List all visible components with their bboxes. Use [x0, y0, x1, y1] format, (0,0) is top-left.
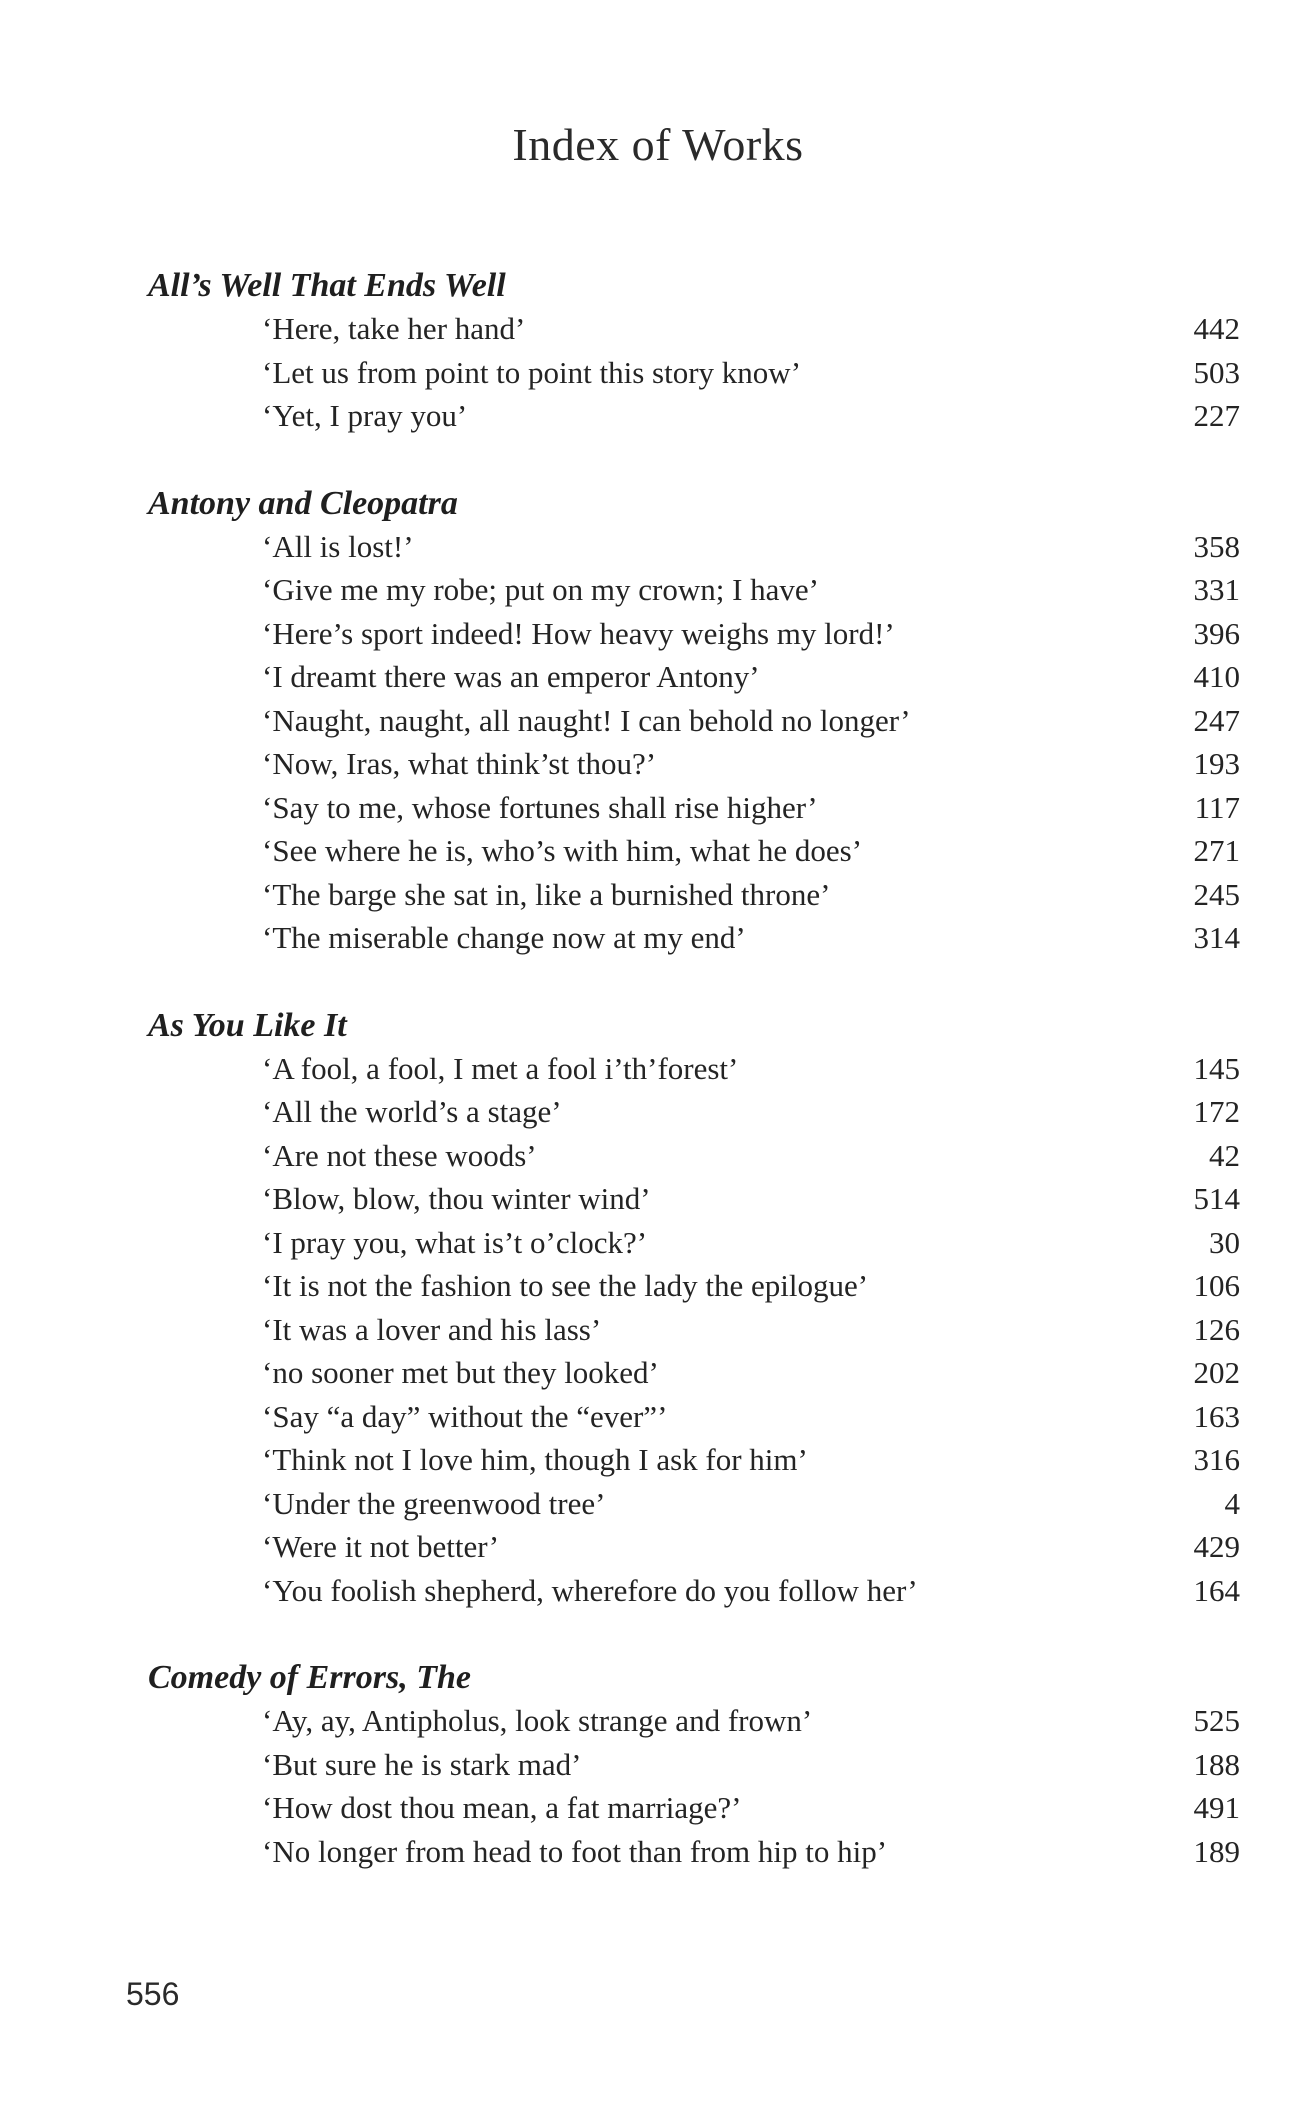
- index-entry: [148, 1090, 1240, 1134]
- entry-page-ref: 410: [1193, 659, 1240, 694]
- entry-quote: ‘But sure he is stark mad’: [262, 1746, 582, 1782]
- entry-page-ref: 514: [1193, 1181, 1240, 1216]
- index-entry: [148, 742, 1240, 786]
- entry-quote: ‘Here’s sport indeed! How heavy weighs my lord!’: [262, 615, 895, 651]
- entry-quote: ‘Were it not better’: [262, 1529, 500, 1564]
- index-entry: [148, 1525, 1240, 1569]
- entry-quote: ‘Blow, blow, thou winter wind’: [262, 1181, 651, 1216]
- entry-quote: ‘Give me my robe; put on my crown; I have’: [262, 572, 819, 607]
- index-entry: [148, 873, 1240, 917]
- entry-page-ref: 188: [1193, 1746, 1240, 1782]
- entry-quote: ‘Let us from point to point this story know’: [262, 354, 802, 390]
- entry-page-ref: 4: [1224, 1485, 1240, 1521]
- entry-quote: ‘See where he is, who’s with him, what he does’: [262, 833, 863, 868]
- entry-page-ref: 172: [1193, 1094, 1240, 1129]
- entry-quote: ‘The barge she sat in, like a burnished throne’: [262, 876, 831, 912]
- index-entry: [148, 1569, 1240, 1613]
- entry-page-ref: 314: [1193, 920, 1240, 955]
- entry-page-ref: 30: [1209, 1224, 1240, 1260]
- index-entry: [148, 916, 1240, 960]
- entry-page-ref: 189: [1193, 1833, 1240, 1869]
- entry-quote: ‘Say “a day” without the “ever”’: [262, 1398, 668, 1434]
- entry-quote: ‘You foolish shepherd, wherefore do you follow her’: [262, 1572, 918, 1608]
- index-section: [148, 264, 1240, 438]
- page-title: Index of Works: [512, 119, 804, 170]
- entry-quote: ‘All is lost!’: [262, 528, 414, 564]
- index-entry: [148, 655, 1240, 699]
- entry-quote: ‘I pray you, what is’t o’clock?’: [262, 1224, 648, 1260]
- index-entry: [148, 699, 1240, 743]
- entry-quote: ‘A fool, a fool, I met a fool i’th’forest’: [262, 1050, 739, 1086]
- index-entry: [148, 1743, 1240, 1787]
- entry-quote: ‘The miserable change now at my end’: [262, 920, 746, 955]
- entry-page-ref: 358: [1193, 528, 1240, 564]
- index-entry: [148, 351, 1240, 395]
- entry-quote: ‘Under the greenwood tree’: [262, 1485, 606, 1521]
- index-entry: [148, 394, 1240, 438]
- entry-page-ref: 126: [1193, 1311, 1240, 1347]
- index-entry: [148, 1395, 1240, 1439]
- entry-page-ref: 491: [1193, 1790, 1240, 1825]
- index-entry: [148, 568, 1240, 612]
- entry-quote: ‘Naught, naught, all naught! I can behold no longer’: [262, 702, 911, 738]
- index-entry: [148, 1134, 1240, 1178]
- index-entry: [148, 307, 1240, 351]
- entry-quote: ‘Yet, I pray you’: [262, 398, 468, 433]
- entry-page-ref: 271: [1193, 833, 1240, 868]
- entry-quote: ‘It was a lover and his lass’: [262, 1311, 602, 1347]
- entry-page-ref: 106: [1193, 1268, 1240, 1303]
- index-entry: [148, 1308, 1240, 1352]
- entry-page-ref: 442: [1193, 311, 1240, 346]
- index-entry: [148, 1047, 1240, 1091]
- index-entry: [148, 1177, 1240, 1221]
- index-entry: [148, 1786, 1240, 1830]
- entry-quote: ‘How dost thou mean, a fat marriage?’: [262, 1790, 742, 1825]
- entry-page-ref: 525: [1193, 1703, 1240, 1738]
- entry-page-ref: 316: [1193, 1442, 1240, 1477]
- index-entry: [148, 1482, 1240, 1526]
- entry-page-ref: 245: [1193, 876, 1240, 912]
- entry-page-ref: 247: [1193, 702, 1240, 738]
- entry-page-ref: 503: [1193, 354, 1240, 390]
- work-title: As You Like It: [148, 1006, 347, 1044]
- entry-page-ref: 117: [1194, 789, 1240, 825]
- index-entry: [148, 1264, 1240, 1308]
- index-entry: [148, 1351, 1240, 1395]
- index-entry: [148, 612, 1240, 656]
- entry-quote: ‘All the world’s a stage’: [262, 1094, 562, 1129]
- entry-page-ref: 163: [1193, 1398, 1240, 1434]
- entry-page-ref: 42: [1209, 1137, 1240, 1173]
- index-section: [148, 482, 1240, 960]
- work-title: Antony and Cleopatra: [148, 484, 458, 522]
- index-entry: [148, 1699, 1240, 1743]
- index-entry: [148, 829, 1240, 873]
- entry-page-ref: 396: [1193, 615, 1240, 651]
- entry-quote: ‘I dreamt there was an emperor Antony’: [262, 659, 760, 694]
- page-number: 556: [126, 1976, 180, 2012]
- work-title: All’s Well That Ends Well: [148, 267, 506, 304]
- entry-quote: ‘Think not I love him, though I ask for him’: [262, 1442, 808, 1477]
- entry-page-ref: 202: [1193, 1355, 1240, 1390]
- entry-quote: ‘no sooner met but they looked’: [262, 1355, 659, 1390]
- index-entry: [148, 1438, 1240, 1482]
- index-entry: [148, 525, 1240, 569]
- entry-page-ref: 145: [1193, 1050, 1240, 1086]
- entry-page-ref: 193: [1193, 746, 1240, 781]
- index-entry: [148, 786, 1240, 830]
- index-section: [148, 1656, 1240, 1873]
- entry-quote: ‘Are not these woods’: [262, 1137, 537, 1173]
- entry-page-ref: 429: [1193, 1529, 1240, 1564]
- index-entry: [148, 1221, 1240, 1265]
- entry-page-ref: 164: [1193, 1572, 1240, 1608]
- index-entries: [148, 264, 1240, 1917]
- entry-quote: ‘It is not the fashion to see the lady the epilogue’: [262, 1268, 869, 1303]
- index-section: [148, 1004, 1240, 1613]
- entry-quote: ‘Ay, ay, Antipholus, look strange and frown’: [262, 1703, 813, 1738]
- entry-page-ref: 331: [1193, 572, 1240, 607]
- entry-quote: ‘Now, Iras, what think’st thou?’: [262, 746, 657, 781]
- entry-page-ref: 227: [1193, 398, 1240, 433]
- work-title: Comedy of Errors, The: [148, 1659, 471, 1696]
- entry-quote: ‘Say to me, whose fortunes shall rise higher’: [262, 789, 818, 825]
- entry-quote: ‘Here, take her hand’: [262, 311, 526, 346]
- index-entry: [148, 1830, 1240, 1874]
- entry-quote: ‘No longer from head to foot than from hip to hip’: [262, 1833, 888, 1869]
